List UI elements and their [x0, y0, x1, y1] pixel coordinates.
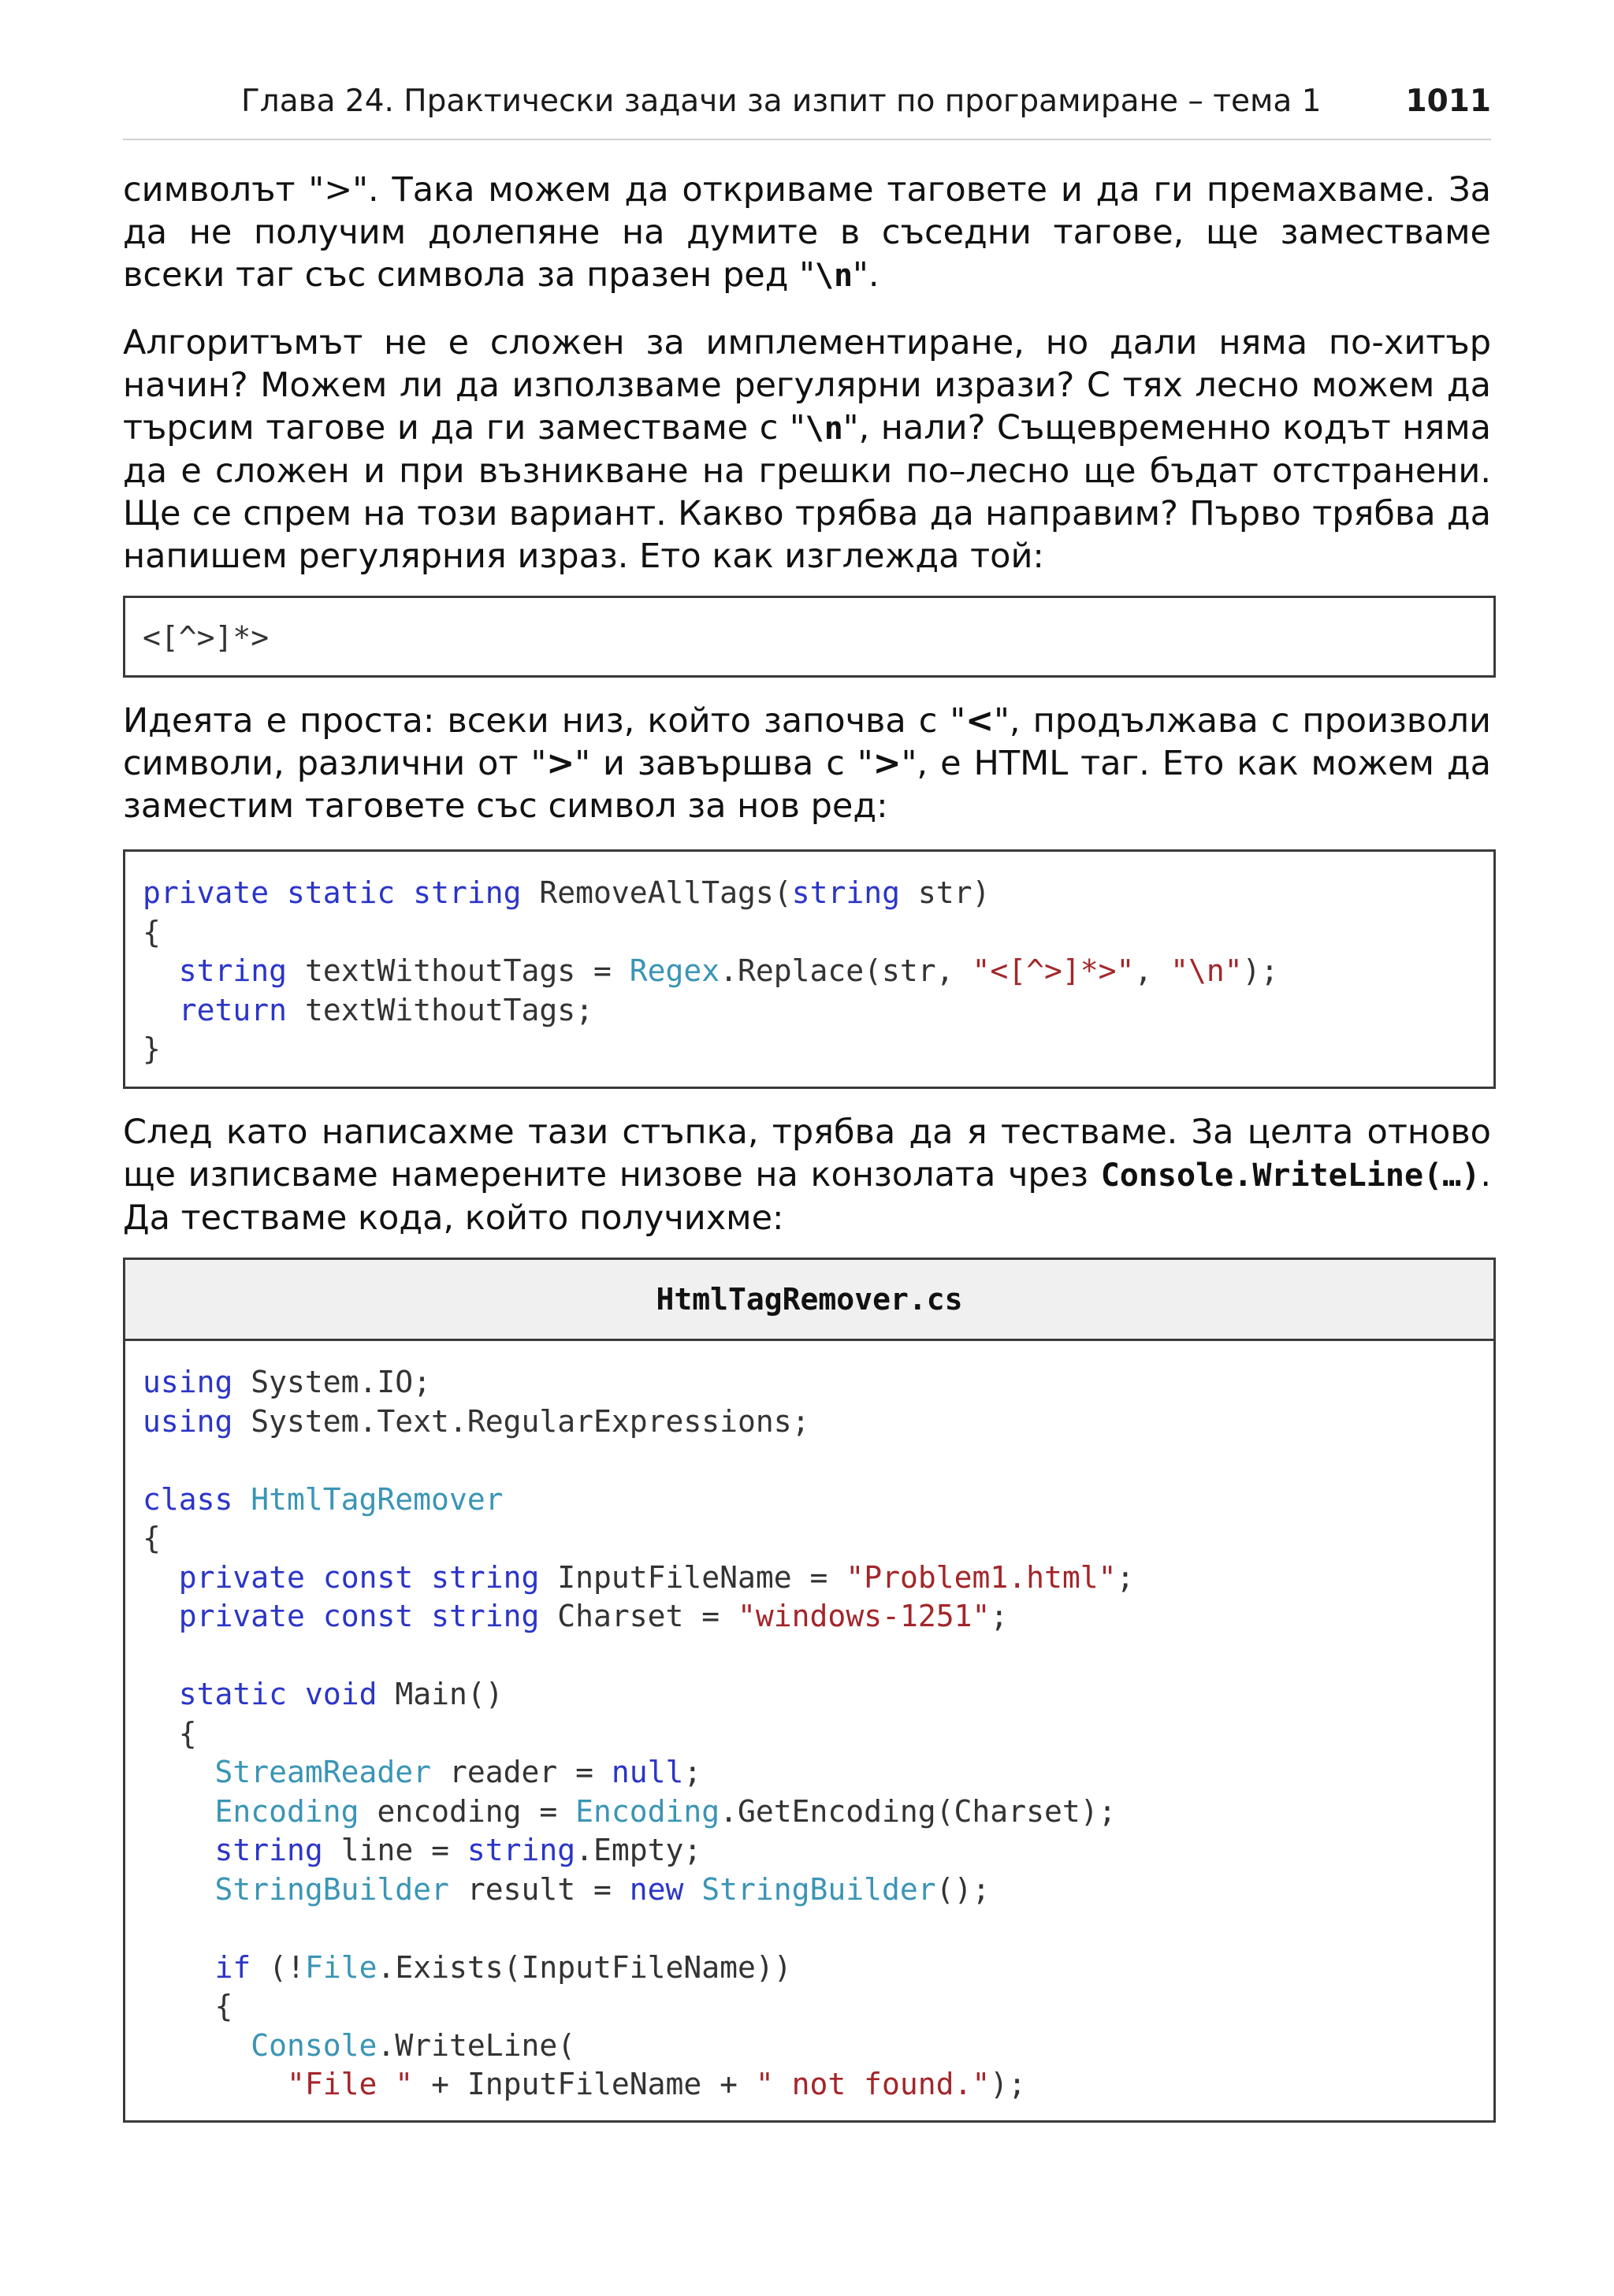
- paragraph-3: Идеята е проста: всеки низ, който започва с "<", продължава с произволи символи, различни от ">" и завършва с ">", е HTML таг. Ето как можем да заместим таговете със символ за нов ред:: [123, 701, 1491, 826]
- inline-code: \n: [805, 411, 843, 447]
- regex-code: <[^>]*>: [143, 620, 270, 655]
- paragraph-4: След като написахме тази стъпка, трябва да я тестваме. За целта отново ще изписваме намерените низове на конзолата чрез Console.WriteLine(…). Да тестваме кода, който получихме:: [123, 1113, 1491, 1238]
- regex-code-box: [123, 596, 1496, 678]
- inline-code: Console.WriteLine(…): [1100, 1157, 1481, 1194]
- paragraph-1: символът ">". Така можем да откриваме таговете и да ги премахваме. За да не получим долепяне на думите в съседни тагове, ще заместваме всеки таг със символа за празен ред "\n".: [123, 170, 1491, 295]
- code-block: using System.IO; using System.Text.RegularExpressions; class HtmlTagRemover { private const string InputFileName = "Problem1.html"; private const string Charset = "windows-1251"; static void Main() { StreamReader reader = null; Encoding encoding = Encoding.GetEncoding(Charset); string line = string.Empty; StringBuilder result = new StringBuilder(); if (!File.Exists(InputFileName)) { Console.WriteLine( "File " + InputFileName + " not found.");: [143, 1365, 1135, 2101]
- code-block: private static string RemoveAllTags(string str) { string textWithoutTags = Regex.Replace(str, "<[^>]*>", "\n"); return textWithoutTags; }: [143, 875, 1279, 1066]
- html-tag-remover-code-box: [123, 1258, 1496, 2123]
- page-number: 1011: [1405, 84, 1491, 119]
- remove-tags-code-box: [123, 849, 1496, 1089]
- paragraph-2: Алгоритъмът не е сложен за имплементиране, но дали няма по-хитър начин? Можем ли да използваме регулярни изрази? С тях лесно можем да търсим тагове и да ги заместваме с "\n", нали? Същевременно кодът няма да е сложен и при възникване на грешки по–лесно ще бъдат отстранени. Ще се спрем на този вариант. Какво трябва да направим? Първо трябва да напишем регулярния израз. Ето как изглежда той:: [123, 323, 1491, 576]
- chapter-title: Глава 24. Практически задачи за изпит по програмиране – тема 1: [241, 84, 1322, 119]
- inline-code: \n: [814, 258, 853, 294]
- code-file-name: HtmlTagRemover.cs: [125, 1260, 1493, 1341]
- page-header: [123, 79, 1491, 124]
- header-divider: [123, 139, 1491, 140]
